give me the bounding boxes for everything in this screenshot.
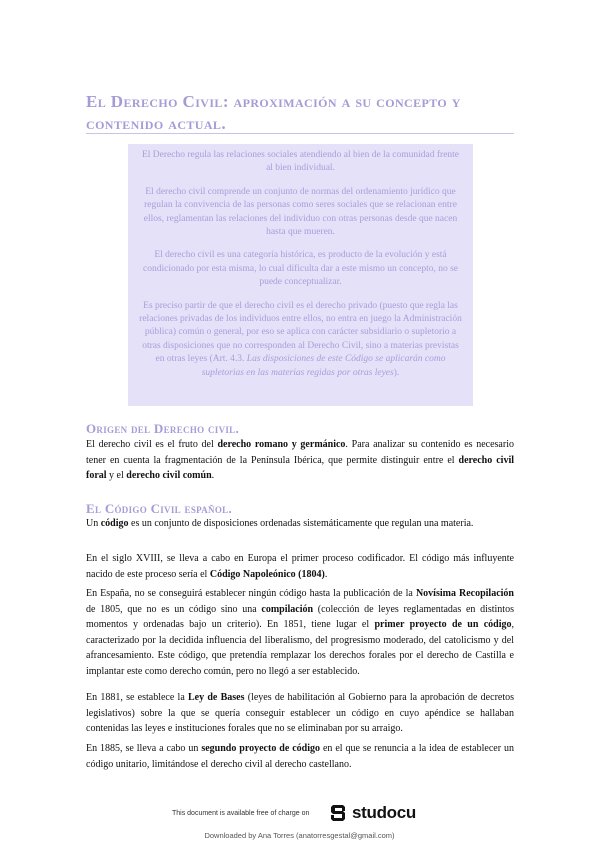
summary-text: Es preciso partir de que el derecho civil es el derecho privado (puesto que regla las relaciones privadas de los individuos entre ellos, no entra en juego la Administración pública) común o general, por eso se aplica con carácter subsidiario o supletorio a otras disposiciones que no corresponden al Derecho Civil, sino a materias previstas en otras leyes (Art. 4.3. [139,300,462,365]
bold-term: derecho civil foral [86,454,514,481]
text-run: Un [86,518,101,529]
codigo-paragraph [86,516,514,532]
bold-term: primer proyecto de un código [374,619,512,630]
document-title: El Derecho Civil: aproximación a su concepto y contenido actual. [86,92,461,133]
text-run: El derecho civil es el fruto del [86,439,218,450]
bold-term: segundo proyecto de código [201,743,320,754]
bold-term: Novísima Recopilación [415,588,514,599]
studocu-logo-icon [330,803,348,823]
text-run: (colección de leyes reglamentadas en distintos momentos y ordenadas bajo un criterio). En 1851, tiene lugar el [86,603,514,630]
bold-term: derecho civil común [126,470,212,481]
studocu-logo[interactable] [330,803,416,823]
section-heading-codigo: El Código Civil español. [86,501,233,516]
summary-paragraph: El Derecho regula las relaciones sociales atendiendo al bien de la comunidad frente al bien individual. [141,150,460,174]
codigo-paragraph [86,551,514,582]
codigo-paragraph [86,741,514,772]
summary-paragraph [138,300,463,380]
text-run: de 1805, que no es un código sino una [86,603,262,615]
logo-wordmark: studocu [352,803,417,822]
text-run: En 1885, se lleva a cabo un [86,743,202,754]
text-run: en el que se renuncia a la idea de establecer un código unitario, limitándose el derecho civil al derecho castellano. [86,743,514,770]
text-run: . Para analizar su contenido es necesario tener en cuenta la fragmentación de la Península Ibérica, que permite distinguir entre el [86,439,514,466]
text-run: . [211,470,215,481]
summary-box [128,144,473,406]
text-run: En 1881, se establece la [86,692,188,703]
codigo-paragraph [86,586,514,679]
text-run: . [324,568,328,580]
text-run: En España, no se conseguirá establecer ningún código hasta la publicación de la [86,588,416,599]
summary-paragraph: El derecho civil comprende un conjunto de normas del ordenamiento jurídico que regulan la convivencia de las personas como seres sociales que se relacionan entre ellos, reglamentan las relaciones del individuo con otras personas desde que nacen hasta que mueren. [143,186,458,238]
bold-term: código [100,518,129,529]
text-run: (leyes de habilitación al Gobierno para la aprobación de decretos legislativos) sobre la que se quería conseguir establecer un código en cuyo apéndice se hallaban contenidas las leyes e instituciones forales que no se eliminaban por su arraigo. [86,692,515,734]
origen-paragraph [86,437,514,484]
summary-paragraph: El derecho civil es una categoría histórica, es producto de la evolución y está condicionado por esta misma, lo cual dificulta dar a este mismo un concepto, no se puede conceptualizar. [143,250,458,288]
text-run: y el [106,470,127,481]
text-run: , caracterizado por la decidida influencia del liberalismo, del progresismo moderado, del catolicismo y del afrancesamiento. Este código, que pretendía remplazar los derechos forales por el derecho de Castilla e implantar este como derecho común, pero no llegó a ser establecido. [86,619,514,677]
title-divider [86,133,514,134]
text-run: En el siglo XVIII, se lleva a cabo en Europa el primer proceso codificador. El código más influyente nacido de este proceso sería el [86,553,514,580]
summary-text: ). [393,367,400,378]
codigo-paragraph [86,690,514,737]
section-heading-origen: Origen del Derecho civil. [86,421,240,436]
law-quote: Las disposiciones de este Código se aplicarán como supletorias en las materias regidas por otras leyes [201,354,446,378]
download-note: Downloaded by Ana Torres (anatorresgestal@gmail.com) [204,831,395,840]
bold-term: Ley de Bases [188,692,245,703]
bold-term: compilación [261,603,314,615]
bold-term: derecho romano y germánico [217,439,346,450]
bold-term: Código Napoleónico (1804) [209,568,325,580]
availability-note: This document is available free of charge on [172,810,310,817]
text-run: es un conjunto de disposiciones ordenadas sistemáticamente que regulan una materia. [128,518,474,529]
